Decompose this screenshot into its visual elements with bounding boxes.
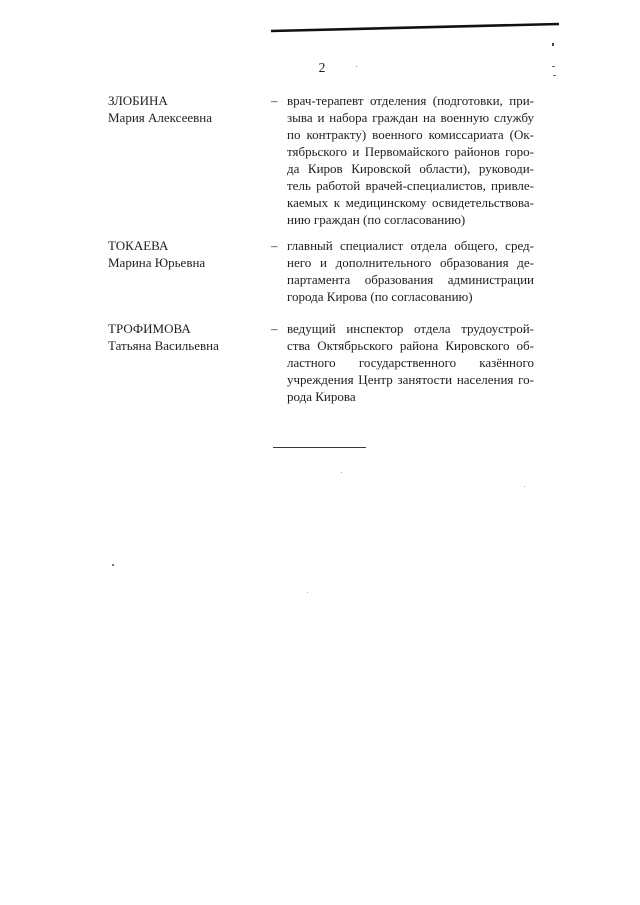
entry-given-names: Марина Юрьевна <box>108 255 206 270</box>
entry-description-line: главный специалист отдела общего, сред- <box>287 238 534 253</box>
member-name <box>108 92 268 126</box>
entry-description-line: зыва и набора граждан на военную службу <box>287 110 534 125</box>
entry-dash: – <box>271 93 278 108</box>
entry-surname: ТОКАЕВА <box>108 238 169 253</box>
entry-given-names: Татьяна Васильевна <box>108 338 219 353</box>
scan-speck <box>524 486 525 487</box>
entry-description <box>287 237 534 305</box>
member-name <box>108 320 268 354</box>
scan-speck <box>112 564 114 566</box>
member-name <box>108 237 268 271</box>
scan-speck <box>307 592 308 593</box>
entry-dash: – <box>271 321 278 336</box>
entry-surname: ТРОФИМОВА <box>108 321 191 336</box>
entry-description-line: нию граждан (по согласованию) <box>287 212 466 227</box>
entry-description-line: ластного государственного казённого <box>287 355 534 370</box>
top-scan-edge-line <box>271 24 559 31</box>
entry-description-line: врач-терапевт отделения (подготовки, при- <box>287 93 534 108</box>
end-of-list-rule <box>273 447 366 448</box>
scan-speck <box>341 472 342 473</box>
entry-description-line: тель работой врачей-специалистов, привле- <box>287 178 534 193</box>
entry-description-line: ведущий инспектор отдела трудоустрой- <box>287 321 534 336</box>
scan-speck <box>356 66 357 67</box>
entry-description-line: тябрьского и Первомайского районов горо- <box>287 144 534 159</box>
entry-description <box>287 320 534 405</box>
entry-description-line: каемых к медицинскому освидетельствова- <box>287 195 534 210</box>
scan-speck <box>552 43 554 46</box>
scan-speck <box>553 75 556 76</box>
entry-description-line: него и дополнительного образования де- <box>287 255 534 270</box>
entry-surname: ЗЛОБИНА <box>108 93 168 108</box>
entry-description-line: города Кирова (по согласованию) <box>287 289 473 304</box>
entry-description-line: учреждения Центр занятости населения го- <box>287 372 534 387</box>
entry-description-line: рода Кирова <box>287 389 356 404</box>
entry-dash: – <box>271 238 278 253</box>
entry-description-line: по контракту) военного комиссариата (Ок- <box>287 127 534 142</box>
entry-description-line: да Киров Кировской области), руководи- <box>287 161 534 176</box>
page-number: 2 <box>318 60 326 75</box>
entry-description-line: партамента образования администрации <box>287 272 534 287</box>
entry-description-line: ства Октябрьского района Кировского об- <box>287 338 534 353</box>
scan-speck <box>552 66 555 67</box>
entry-given-names: Мария Алексеевна <box>108 110 212 125</box>
entry-description <box>287 92 534 228</box>
